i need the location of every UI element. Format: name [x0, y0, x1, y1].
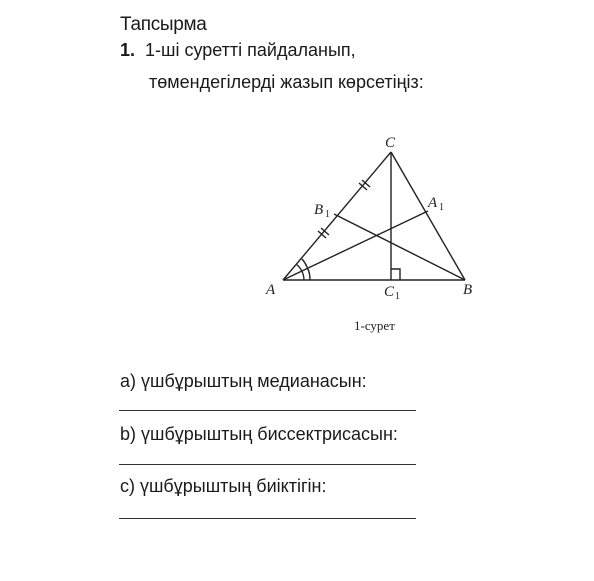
label-c1-sub: 1: [395, 291, 400, 302]
angle-arc-2: [307, 267, 310, 280]
figure-caption: 1-сурет: [354, 318, 395, 333]
question-altitude: с) үшбұрыштың биіктігін:: [120, 476, 327, 496]
task-line-1: [120, 40, 356, 61]
worksheet-title: Тапсырма: [120, 14, 207, 35]
label-a1: A: [428, 195, 438, 211]
triangle-figure: [250, 128, 510, 348]
question-bisector: b) үшбұрыштың биссектрисасын:: [120, 424, 398, 444]
label-a1-sub: 1: [439, 202, 444, 213]
label-b1-sub: 1: [325, 209, 330, 220]
task-number: 1.: [120, 40, 136, 60]
task-text-1: 1-ші суретті пайдаланып,: [145, 40, 356, 60]
answer-line-bisector[interactable]: [119, 464, 416, 465]
label-b: B: [463, 282, 473, 298]
angle-arc-3: [296, 264, 300, 268]
task-text-2: төмендегілерді жазып көрсетіңіз:: [149, 72, 424, 92]
bisector-aa1: [283, 211, 428, 280]
label-a: A: [266, 282, 276, 298]
answer-line-median[interactable]: [119, 410, 416, 411]
answer-line-altitude[interactable]: [119, 518, 416, 519]
label-b1: B: [314, 202, 324, 218]
angle-arc-4: [302, 259, 307, 267]
triangle-diagram: [250, 128, 510, 348]
label-c1: C: [384, 284, 395, 300]
question-median: а) үшбұрыштың медианасын:: [120, 371, 367, 391]
label-c: C: [385, 135, 396, 151]
right-angle-mark: [391, 269, 400, 280]
